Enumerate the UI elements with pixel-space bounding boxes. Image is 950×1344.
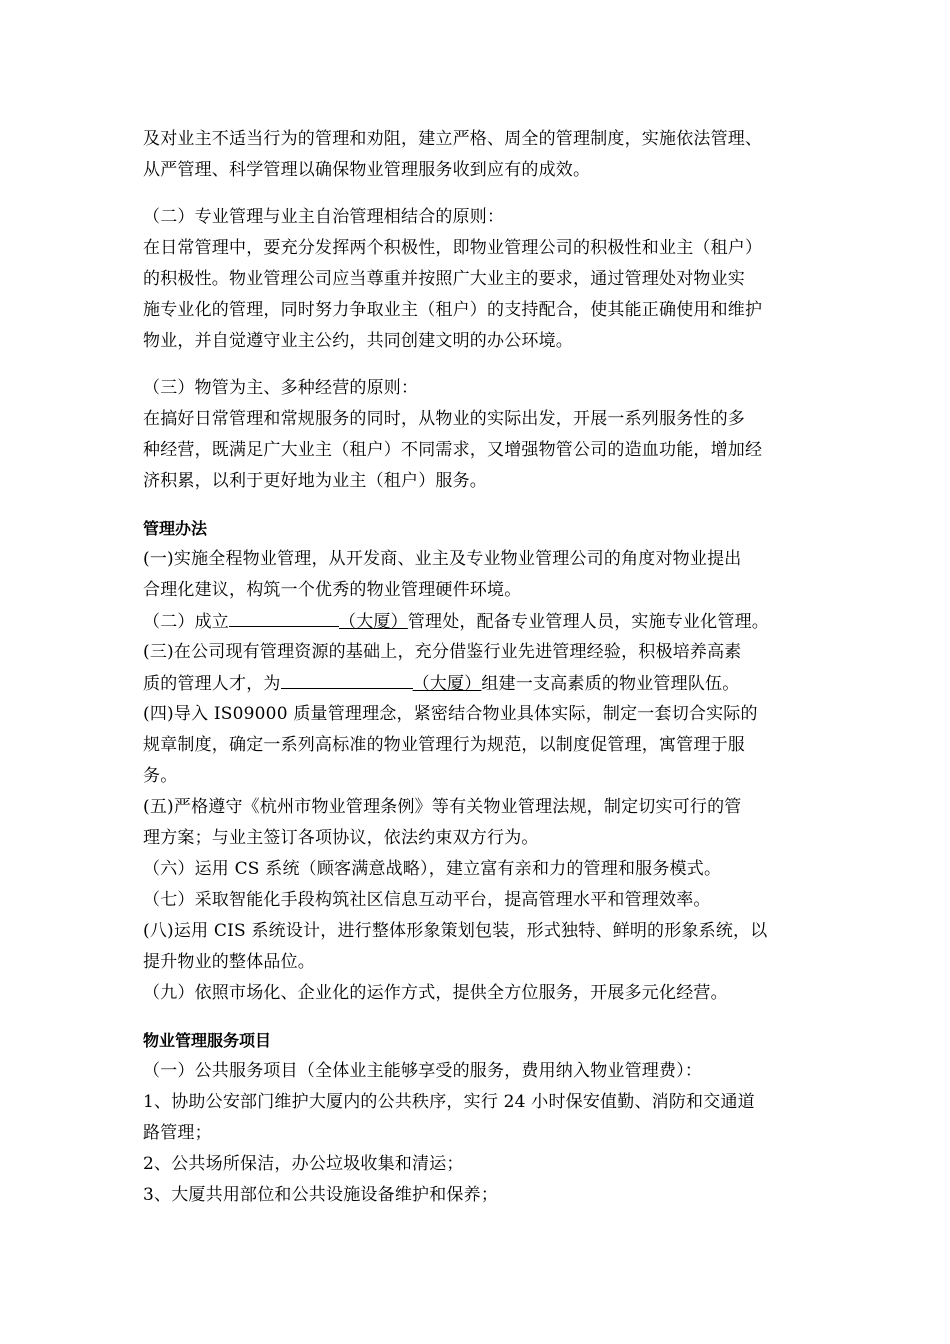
principle-three-section (143, 373, 811, 497)
list-item-line: 2、公共场所保洁，办公垃圾收集和清运； (143, 1154, 464, 1174)
intro-paragraph (143, 124, 811, 186)
item-text: 质的管理人才，为 (143, 674, 281, 694)
item-text: 管理处，配备专业管理人员，实施专业化管理。 (407, 612, 770, 632)
management-methods-section (143, 513, 811, 1009)
list-item-line: 3、大厦共用部位和公共设施设备维护和保养； (143, 1185, 499, 1205)
list-item-line: 合理化建议，构筑一个优秀的物业管理硬件环境。 (143, 580, 522, 600)
section-heading: 管理办法 (143, 519, 208, 538)
list-item-line: （七）采取智能化手段构筑社区信息互动平台，提高管理水平和管理效率。 (143, 890, 711, 910)
list-item-line: (八)运用 CIS 系统设计，进行整体形象策划包装，形式独特、鲜明的形象系统，以 (143, 921, 768, 941)
list-item-line: （一）公共服务项目（全体业主能够享受的服务，费用纳入物业管理费）： (143, 1061, 703, 1081)
service-items-section (143, 1025, 811, 1211)
item-text: （大厦） (339, 612, 408, 632)
section-title: （二）专业管理与业主自治管理相结合的原则： (143, 207, 505, 227)
list-item-line: (五)严格遵守《杭州市物业管理条例》等有关物业管理法规，制定切实可行的管 (143, 797, 742, 817)
paragraph-line: 施专业化的管理，同时努力争取业主（租户）的支持配合，使其能正确使用和维护 (143, 300, 763, 320)
section-heading: 物业管理服务项目 (143, 1031, 272, 1050)
section-title: （三）物管为主、多种经营的原则： (143, 378, 419, 398)
fill-in-blank (281, 668, 413, 689)
paragraph-line: 的积极性。物业管理公司应当尊重并按照广大业主的要求，通过管理处对物业实 (143, 269, 745, 289)
list-item-line: 1、协助公安部门维护大厦内的公共秩序，实行 24 小时保安值勤、消防和交通道 (143, 1092, 755, 1112)
document-page (143, 124, 811, 1211)
list-item-line (143, 606, 811, 637)
paragraph-line: 济积累，以利于更好地为业主（租户）服务。 (143, 471, 487, 491)
list-item-line: (一)实施全程物业管理，从开发商、业主及专业物业管理公司的角度对物业提出 (143, 549, 742, 569)
item-text: （大厦） (412, 674, 482, 694)
item-text: （二）成立 (143, 612, 229, 632)
fill-in-blank (229, 606, 339, 627)
paragraph-line: 物业，并自觉遵守业主公约，共同创建文明的办公环境。 (143, 331, 573, 351)
list-item-line: 路管理； (143, 1123, 212, 1143)
principle-two-section (143, 202, 811, 357)
paragraph-line: 从严管理、科学管理以确保物业管理服务收到应有的成效。 (143, 160, 591, 180)
list-item-line: 规章制度，确定一系列高标准的物业管理行为规范，以制度促管理，寓管理于服 (143, 735, 745, 755)
item-text: 组建一支高素质的物业管理队伍。 (481, 674, 740, 694)
list-item-line: （六）运用 CS 系统（顾客满意战略），建立富有亲和力的管理和服务模式。 (143, 859, 722, 879)
list-item-line: 提升物业的整体品位。 (143, 952, 315, 972)
paragraph-line: 种经营，既满足广大业主（租户）不同需求，又增强物管公司的造血功能，增加经 (143, 440, 763, 460)
paragraph-line: 在日常管理中，要充分发挥两个积极性，即物业管理公司的积极性和业主（租户） (143, 238, 763, 258)
list-item-line: (四)导入 IS09000 质量管理理念，紧密结合物业具体实际，制定一套切合实际的 (143, 704, 758, 724)
list-item-line: （九）依照市场化、企业化的运作方式，提供全方位服务，开展多元化经营。 (143, 983, 728, 1003)
list-item-line: 理方案；与业主签订各项协议，依法约束双方行为。 (143, 828, 539, 848)
list-item-line (143, 668, 811, 699)
list-item-line: (三)在公司现有管理资源的基础上，充分借鉴行业先进管理经验，积极培养高素 (143, 642, 742, 662)
paragraph-line: 在搞好日常管理和常规服务的同时，从物业的实际出发，开展一系列服务性的多 (143, 409, 745, 429)
list-item-line: 务。 (143, 766, 178, 786)
paragraph-line: 及对业主不适当行为的管理和劝阻，建立严格、周全的管理制度，实施依法管理、 (143, 129, 763, 149)
